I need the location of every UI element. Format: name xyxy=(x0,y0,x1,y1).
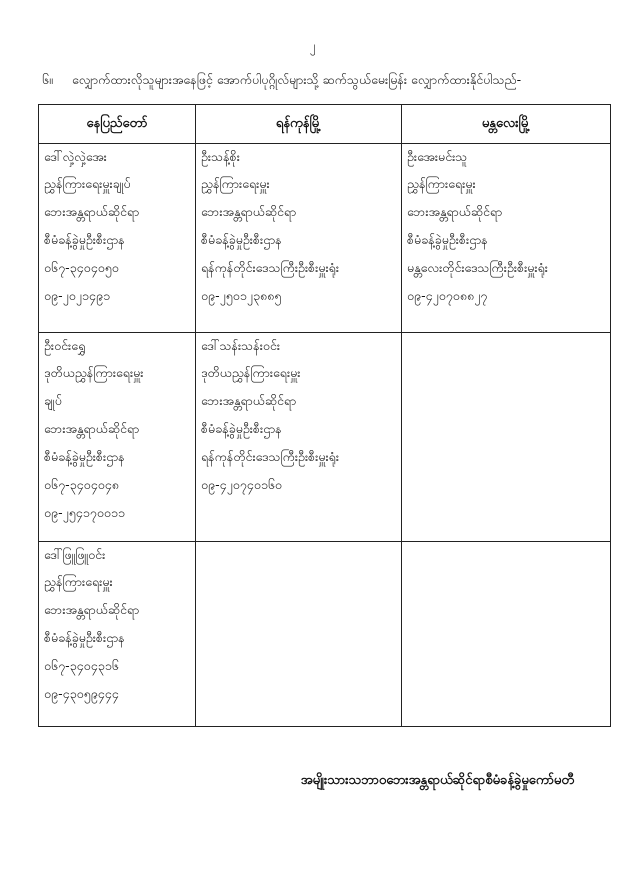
contact-detail: ညွှန်ကြားရေးမှူး xyxy=(44,574,113,589)
contact-name: ဦးသန့်စိုး xyxy=(201,149,240,164)
intro-number: ၆။ xyxy=(42,72,53,87)
contact-cell xyxy=(196,542,402,727)
table-row xyxy=(39,333,611,542)
contact-detail: ချုပ် xyxy=(44,393,62,408)
contact-detail: ဒုတိယညွှန်ကြားရေးမှူး xyxy=(44,365,144,380)
table-row xyxy=(39,542,611,727)
contact-detail: စီမံခန့်ခွဲမှုဦးစီးဌာန xyxy=(407,232,488,247)
page-number: ၂ xyxy=(310,39,316,53)
contact-detail: ဒုတိယညွှန်ကြားရေးမှူး xyxy=(201,365,301,380)
contact-detail: စီမံခန့်ခွဲမှုဦးစီးဌာန xyxy=(44,232,125,247)
intro-text: လျှောက်ထားလိုသူများအနေဖြင့် အောက်ပါပုဂ္ဂိုလ်များသို့ ဆက်သွယ်မေးမြန်း လျှောက်ထားနိုင်ပါသည်- xyxy=(71,72,522,87)
contact-detail: ၀၉-၂၅၀၁၂၃၈၈၅ xyxy=(201,288,282,303)
contact-name: ဦးဝင်းရွှေ xyxy=(44,338,86,353)
contact-detail: မန္တလေးတိုင်းဒေသကြီးဦးစီးမှူးရုံး xyxy=(407,260,548,275)
contact-detail: ၀၉-၄၂၀၇၄၀၁၆၀ xyxy=(201,477,282,492)
contact-detail: ဘေးအန္တရာယ်ဆိုင်ရာ xyxy=(44,421,140,436)
intro-paragraph xyxy=(42,72,602,91)
header-mandalay: မန္တလေးမြို့ xyxy=(402,105,611,144)
contact-detail: ၀၆၇-၃၄၀၄၀၅၀ xyxy=(44,260,119,275)
table-header-row xyxy=(39,105,611,144)
contact-cell xyxy=(402,144,611,333)
contact-cell xyxy=(39,144,196,333)
contact-name: ဦးအေးမင်းသူ xyxy=(407,149,468,164)
committee-signature: အမျိုးသားသဘာဝဘေးအန္တရာယ်ဆိုင်ရာစီမံခန့်ခွဲမှုကော်မတီ xyxy=(300,773,574,788)
contact-detail: ညွှန်ကြားရေးမှူး xyxy=(201,176,270,191)
contact-cell xyxy=(196,333,402,542)
contact-name: ဒေါ်ဖြူဖြူဝင်း xyxy=(44,547,106,562)
contacts-table xyxy=(38,104,611,727)
contact-cell xyxy=(402,333,611,542)
contact-detail: ဘေးအန္တရာယ်ဆိုင်ရာ xyxy=(407,204,503,219)
contact-detail: ၀၉-၂၀၂၁၄၉၁ xyxy=(44,288,111,303)
contact-detail: ဘေးအန္တရာယ်ဆိုင်ရာ xyxy=(44,204,140,219)
contact-detail: ၀၆၇-၃၄၀၄၃၁၆ xyxy=(44,658,119,673)
contact-detail: ၀၉-၄၂၀၇၀၈၈၂၇ xyxy=(407,288,488,303)
contact-detail: စီမံခန့်ခွဲမှုဦးစီးဌာန xyxy=(201,421,282,436)
contact-detail: ၀၉-၂၅၄၁၇၀၀၁၁ xyxy=(44,505,125,520)
contact-detail: ညွှန်ကြားရေးမှူးချုပ် xyxy=(44,176,131,191)
contact-cell xyxy=(196,144,402,333)
contact-detail: စီမံခန့်ခွဲမှုဦးစီးဌာန xyxy=(201,232,282,247)
contact-detail: စီမံခန့်ခွဲမှုဦးစီးဌာန xyxy=(44,449,125,464)
contact-detail: ၀၉-၄၃၀၅၉၄၄၄ xyxy=(44,686,119,701)
header-naypyitaw: နေပြည်တော် xyxy=(39,105,196,144)
contact-detail: စီမံခန့်ခွဲမှုဦးစီးဌာန xyxy=(44,630,125,645)
contact-cell xyxy=(402,542,611,727)
contact-detail: ရန်ကုန်တိုင်းဒေသကြီးဦးစီးမှူးရုံး xyxy=(201,260,340,275)
table-row xyxy=(39,144,611,333)
contact-detail: ရန်ကုန်တိုင်းဒေသကြီးဦးစီးမှူးရုံး xyxy=(201,449,340,464)
contact-detail: ဘေးအန္တရာယ်ဆိုင်ရာ xyxy=(201,204,297,219)
contact-detail: ညွှန်ကြားရေးမှူး xyxy=(407,176,476,191)
contact-detail: ဘေးအန္တရာယ်ဆိုင်ရာ xyxy=(201,393,297,408)
contact-name: ဒေါ်သန်းသန်းဝင်း xyxy=(201,338,281,353)
header-yangon: ရန်ကုန်မြို့ xyxy=(196,105,402,144)
contact-detail: ဘေးအန္တရာယ်ဆိုင်ရာ xyxy=(44,602,140,617)
contact-detail: ၀၆၇-၃၄၀၄၀၄၈ xyxy=(44,477,119,492)
contact-name: ဒေါ်လှဲ့လှဲ့အေး xyxy=(44,149,107,164)
contact-cell xyxy=(39,333,196,542)
contact-cell xyxy=(39,542,196,727)
